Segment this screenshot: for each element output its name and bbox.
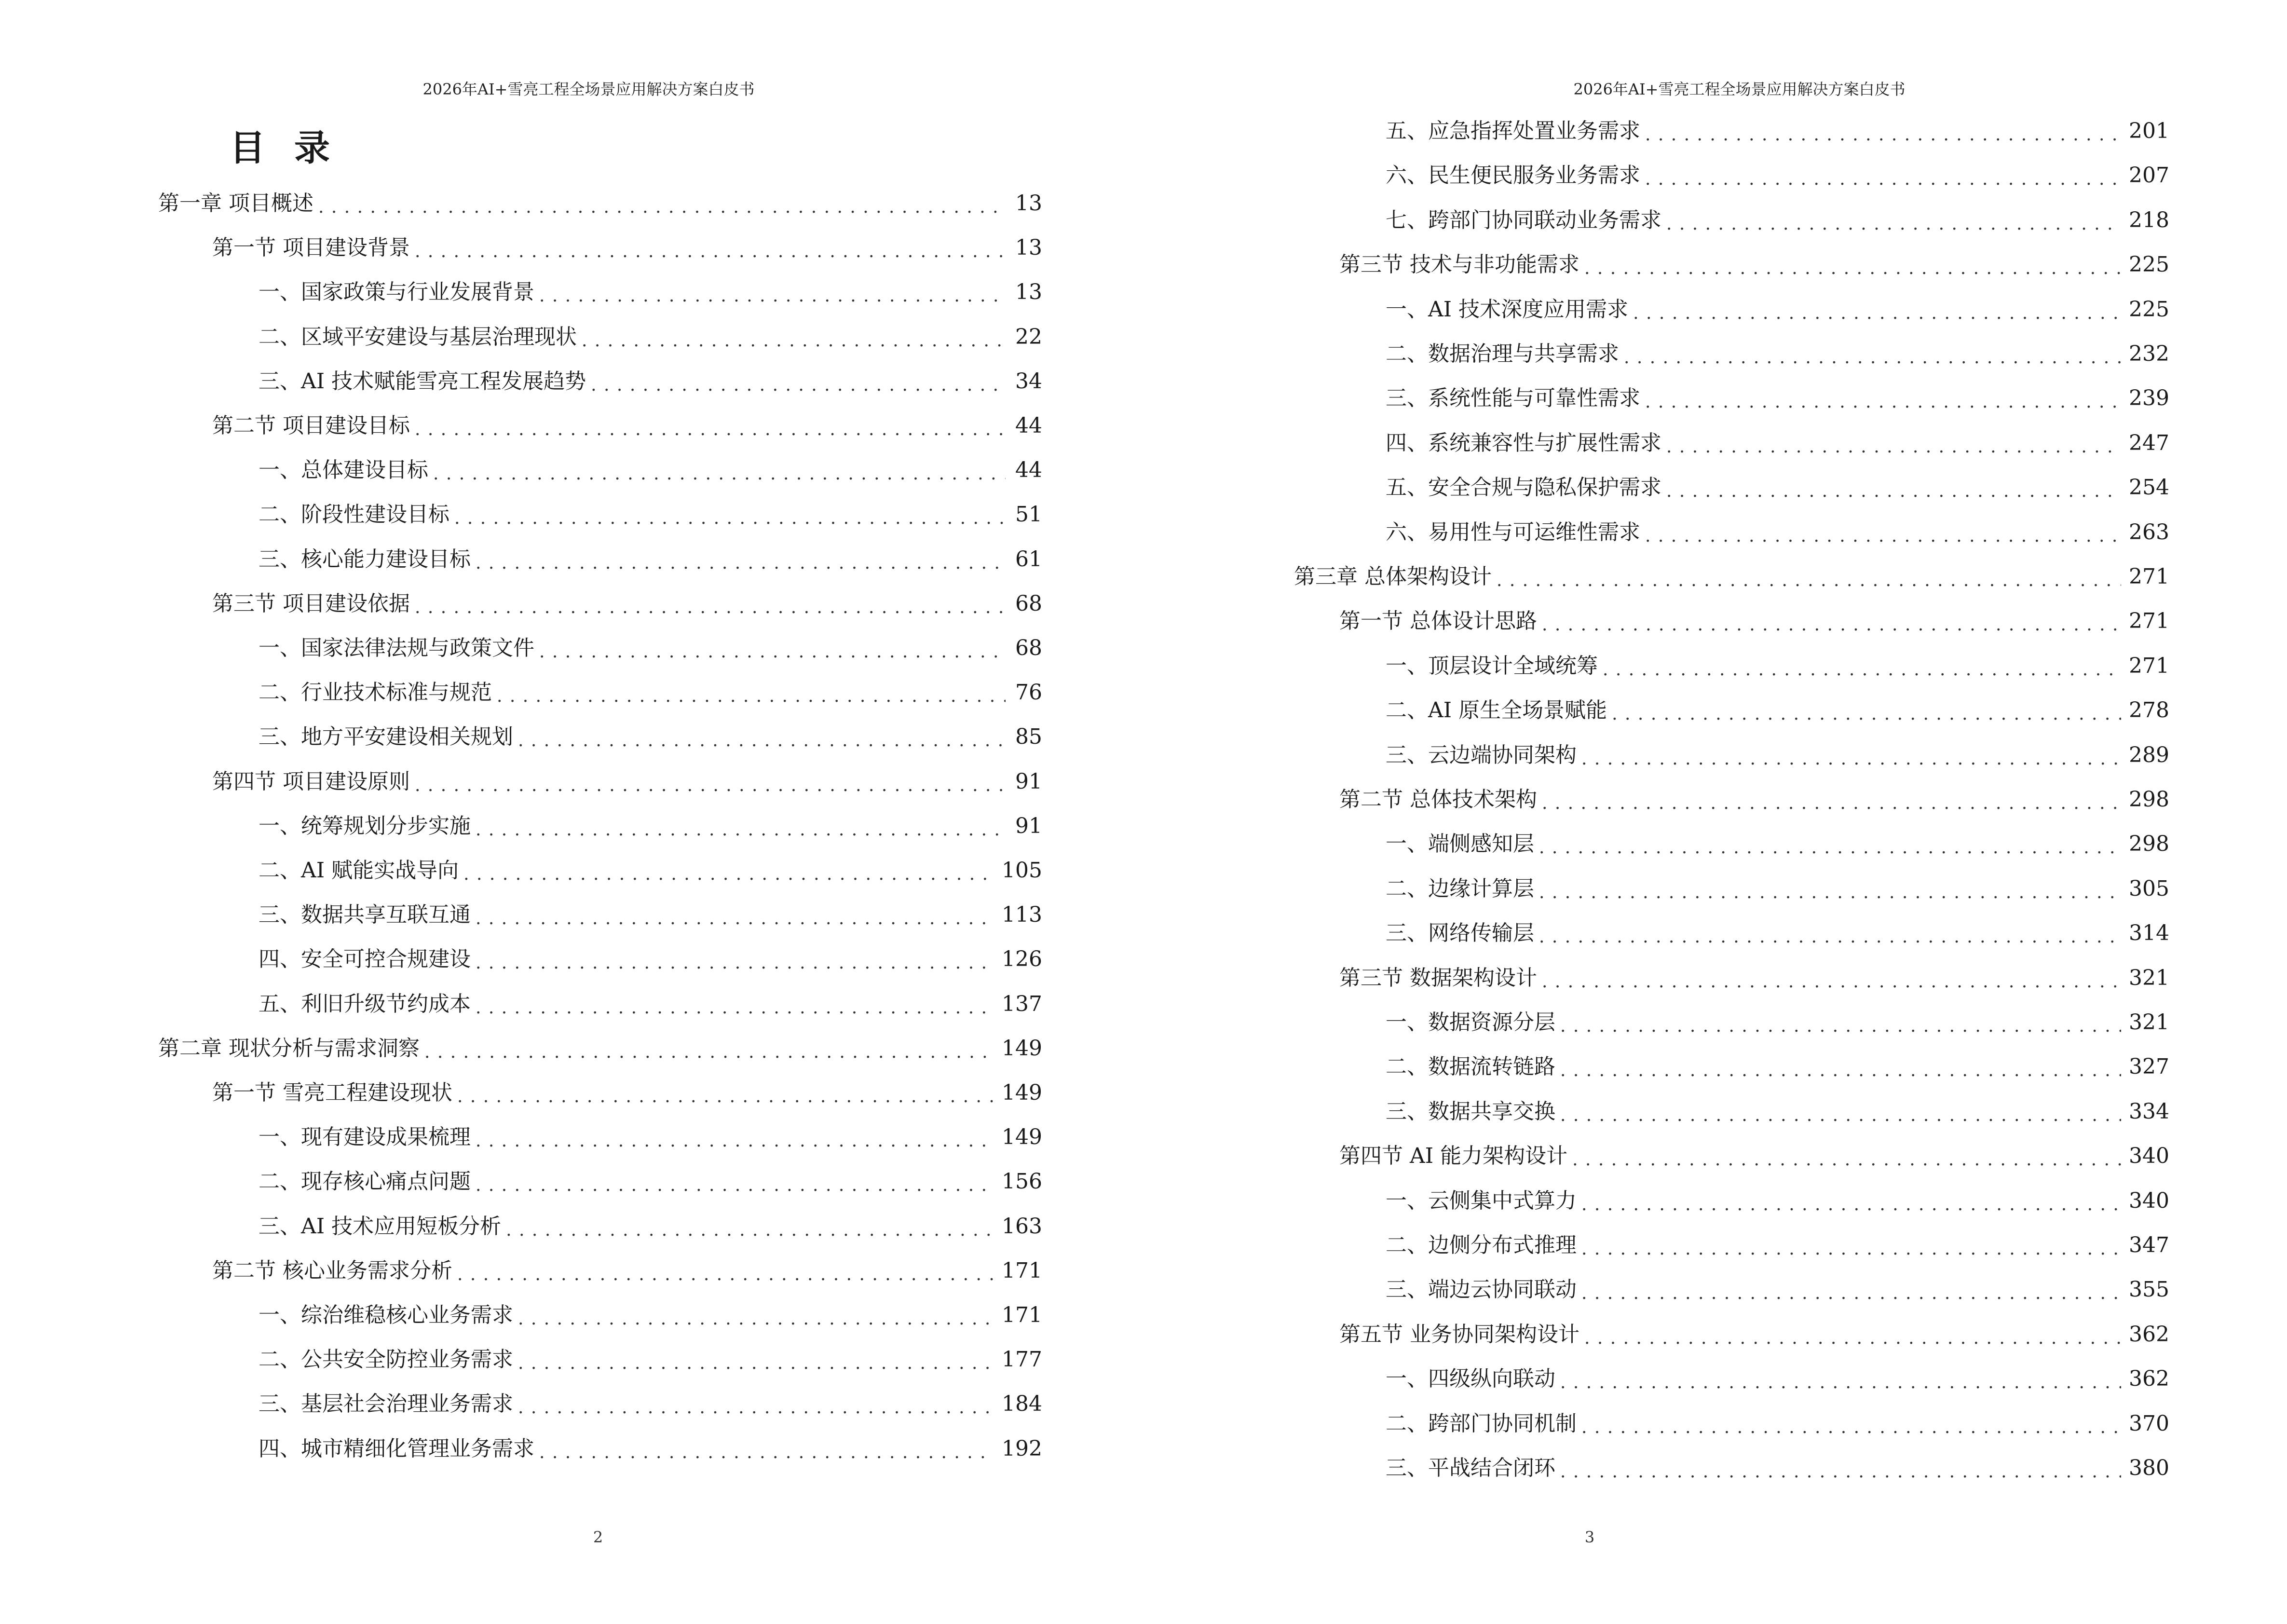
- toc-entry-page: 362: [2129, 1322, 2169, 1347]
- toc-entry[interactable]: [1294, 160, 2169, 191]
- toc-entry-page: 184: [1002, 1392, 1042, 1417]
- toc-entry[interactable]: [1294, 1408, 2169, 1439]
- toc-entry-page: 263: [2129, 519, 2169, 545]
- page-header: 2026年AI+雪亮工程全场景应用解决方案白皮书: [1573, 80, 1906, 98]
- dot-leader: [591, 377, 1006, 394]
- toc-entry-page: 314: [2129, 921, 2169, 946]
- page-header: 2026年AI+雪亮工程全场景应用解决方案白皮书: [422, 80, 755, 98]
- toc-entry-label: 三、AI 技术应用短板分析: [259, 1214, 502, 1239]
- toc-entry[interactable]: [158, 499, 1042, 530]
- toc-entry-label: 一、数据资源分层: [1386, 1010, 1555, 1035]
- toc-entry[interactable]: [158, 588, 1042, 619]
- toc-entry-label: 一、总体建设目标: [259, 458, 428, 483]
- toc-entry-page: 192: [1002, 1436, 1042, 1461]
- toc-entry[interactable]: [158, 811, 1042, 842]
- toc-entry-page: 347: [2129, 1233, 2169, 1257]
- toc-entry-label: 六、易用性与可运维性需求: [1386, 519, 1640, 545]
- toc-entry-label: 二、AI 原生全场景赋能: [1386, 698, 1607, 723]
- toc-entry[interactable]: [158, 855, 1042, 886]
- toc-entry[interactable]: [1294, 428, 2169, 459]
- toc-entry-label: 二、跨部门协同机制: [1386, 1411, 1577, 1436]
- toc-entry-label: 三、数据共享交换: [1386, 1099, 1555, 1124]
- dot-leader: [1624, 349, 2121, 367]
- dot-leader: [539, 287, 1006, 305]
- toc-entry-label: 五、应急指挥处置业务需求: [1386, 119, 1640, 143]
- toc-entry-page: 218: [2129, 207, 2169, 232]
- toc-entry-page: 355: [2129, 1277, 2169, 1302]
- toc-entry-label: 二、边缘计算层: [1386, 876, 1534, 901]
- toc-entry-label: 第三节 数据架构设计: [1339, 965, 1537, 990]
- toc-entry[interactable]: [1294, 1051, 2169, 1082]
- toc-entry[interactable]: [1294, 651, 2169, 682]
- toc-entry[interactable]: [1294, 1364, 2169, 1394]
- toc-entry[interactable]: [1294, 740, 2169, 771]
- toc-entry[interactable]: [1294, 1230, 2169, 1261]
- toc-entry[interactable]: [158, 989, 1042, 1020]
- dot-leader: [457, 1088, 994, 1105]
- toc-entry[interactable]: [1294, 918, 2169, 949]
- toc-entry[interactable]: [158, 277, 1042, 308]
- toc-entry-page: 113: [1002, 902, 1042, 928]
- dot-leader: [518, 1399, 994, 1417]
- toc-entry[interactable]: [1294, 1096, 2169, 1127]
- dot-leader: [582, 332, 1006, 350]
- toc-entry-label: 三、AI 技术赋能雪亮工程发展趋势: [259, 368, 586, 394]
- toc-entry[interactable]: [1294, 1453, 2169, 1484]
- toc-entry[interactable]: [158, 232, 1042, 263]
- toc-entry-page: 254: [2129, 475, 2169, 500]
- dot-leader: [454, 510, 1006, 527]
- toc-entry[interactable]: [1294, 1319, 2169, 1350]
- dot-leader: [1645, 171, 2121, 188]
- dot-leader: [415, 243, 1006, 260]
- toc-entry[interactable]: [158, 455, 1042, 486]
- toc-entry-page: 362: [2129, 1366, 2169, 1392]
- dot-leader: [476, 555, 1006, 572]
- toc-entry-page: 61: [1015, 546, 1042, 572]
- toc-entry-page: 68: [1015, 636, 1042, 660]
- toc-entry-label: 二、数据治理与共享需求: [1386, 341, 1619, 366]
- toc-entry[interactable]: [158, 322, 1042, 353]
- toc-entry-label: 三、基层社会治理业务需求: [259, 1392, 513, 1417]
- toc-entry[interactable]: [1294, 606, 2169, 637]
- dot-leader: [518, 1355, 994, 1372]
- toc-entry-page: 13: [1015, 280, 1042, 305]
- toc-entry-label: 三、系统性能与可靠性需求: [1386, 386, 1640, 411]
- toc-entry[interactable]: [1294, 517, 2169, 548]
- toc-entry-page: 298: [2129, 787, 2169, 812]
- toc-entry-page: 305: [2129, 876, 2169, 901]
- toc-entry-label: 一、AI 技术深度应用需求: [1386, 297, 1629, 322]
- dot-leader: [1542, 616, 2121, 634]
- toc-entry[interactable]: [158, 1344, 1042, 1375]
- dot-leader: [1666, 483, 2121, 500]
- toc-entry-page: 13: [1015, 191, 1042, 216]
- dot-leader: [415, 421, 1006, 438]
- dot-leader: [476, 821, 1006, 839]
- toc-entry[interactable]: [1294, 561, 2169, 592]
- dot-leader: [1584, 1330, 2121, 1347]
- toc-entry-label: 七、跨部门协同联动业务需求: [1386, 207, 1661, 232]
- toc-entry-page: 51: [1015, 502, 1042, 527]
- toc-entry-page: 149: [1002, 1125, 1042, 1150]
- toc-entry-page: 68: [1015, 591, 1042, 616]
- toc-entry-page: 156: [1002, 1169, 1042, 1194]
- dot-leader: [433, 465, 1006, 483]
- toc-entry-label: 五、安全合规与隐私保护需求: [1386, 475, 1661, 500]
- toc-entry-page: 271: [2129, 609, 2169, 634]
- toc-entry-label: 一、国家政策与行业发展背景: [259, 280, 534, 305]
- toc-entry-label: 二、现存核心痛点问题: [259, 1169, 471, 1194]
- toc-entry-page: 76: [1015, 680, 1042, 705]
- toc-entry-page: 91: [1015, 769, 1042, 794]
- toc-entry-page: 232: [2129, 341, 2169, 366]
- toc-entry-page: 340: [2129, 1144, 2169, 1169]
- dot-leader: [463, 866, 994, 883]
- toc-entry-page: 271: [2129, 564, 2169, 589]
- dot-leader: [1581, 1196, 2121, 1214]
- toc-entry[interactable]: [1294, 695, 2169, 726]
- toc-entry-page: 85: [1015, 724, 1042, 750]
- dot-leader: [1612, 706, 2121, 723]
- toc-entry-label: 一、现有建设成果梳理: [259, 1125, 471, 1150]
- toc-entry-page: 171: [1002, 1303, 1042, 1327]
- toc-entry-page: 247: [2129, 430, 2169, 455]
- dot-leader: [497, 688, 1006, 705]
- toc-entry[interactable]: [158, 1122, 1042, 1153]
- toc-entry-label: 二、行业技术标准与规范: [259, 680, 492, 705]
- toc-entry-page: 278: [2129, 698, 2169, 723]
- toc-entry-page: 34: [1015, 368, 1042, 394]
- toc-entry-label: 一、云侧集中式算力: [1386, 1188, 1577, 1213]
- toc-entry[interactable]: [158, 1033, 1042, 1064]
- toc-entry-page: 126: [1002, 947, 1042, 972]
- toc-entry-page: 149: [1002, 1080, 1042, 1105]
- toc-entry-label: 一、顶层设计全域统筹: [1386, 653, 1598, 678]
- dot-leader: [1666, 438, 2121, 456]
- toc-entry-label: 六、民生便民服务业务需求: [1386, 163, 1640, 188]
- toc-entry[interactable]: [1294, 116, 2169, 147]
- dot-leader: [1645, 394, 2121, 411]
- toc-entry-label: 第三节 项目建设依据: [212, 591, 410, 616]
- dot-leader: [1539, 839, 2121, 857]
- right-page: [1144, 0, 2287, 1624]
- toc-entry[interactable]: [158, 1433, 1042, 1464]
- dot-leader: [424, 1044, 994, 1061]
- toc-entry-page: 321: [2129, 1010, 2169, 1035]
- dot-leader: [476, 1133, 994, 1150]
- toc-entry-label: 三、网络传输层: [1386, 921, 1534, 946]
- toc-entry[interactable]: [1294, 383, 2169, 414]
- dot-leader: [476, 1177, 994, 1194]
- toc-entry[interactable]: [158, 1078, 1042, 1108]
- toc-entry-label: 第一节 雪亮工程建设现状: [212, 1080, 452, 1105]
- dot-leader: [1539, 884, 2121, 901]
- toc-entry[interactable]: [1294, 1007, 2169, 1038]
- toc-entry[interactable]: [158, 1256, 1042, 1286]
- dot-leader: [1560, 1018, 2121, 1035]
- toc-entry[interactable]: [1294, 205, 2169, 236]
- toc-entry[interactable]: [1294, 339, 2169, 369]
- toc-entry-label: 二、数据流转链路: [1386, 1054, 1555, 1079]
- toc-entry[interactable]: [1294, 1186, 2169, 1216]
- toc-entry[interactable]: [158, 1166, 1042, 1197]
- toc-entry[interactable]: [1294, 1274, 2169, 1305]
- toc-entry-label: 第一节 项目建设背景: [212, 235, 410, 260]
- page-number: 2: [593, 1528, 603, 1546]
- dot-leader: [1581, 751, 2121, 768]
- dot-leader: [1560, 1374, 2121, 1392]
- toc-entry-page: 137: [1002, 991, 1042, 1016]
- toc-entry-label: 第五节 业务协同架构设计: [1339, 1322, 1579, 1347]
- toc-entry-label: 第二节 项目建设目标: [212, 413, 410, 438]
- toc-entry[interactable]: [158, 410, 1042, 441]
- toc-entry-page: 334: [2129, 1099, 2169, 1124]
- toc-entry-page: 327: [2129, 1054, 2169, 1079]
- toc-entry-page: 177: [1002, 1347, 1042, 1372]
- toc-entry-label: 一、端侧感知层: [1386, 832, 1534, 857]
- toc-entry[interactable]: [1294, 1141, 2169, 1172]
- toc-entry-page: 149: [1002, 1036, 1042, 1061]
- dot-leader: [1666, 216, 2121, 233]
- toc-entry-label: 一、统筹规划分步实施: [259, 813, 471, 838]
- toc-entry[interactable]: [158, 1300, 1042, 1331]
- toc-entry-page: 207: [2129, 163, 2169, 188]
- toc-entry[interactable]: [158, 722, 1042, 752]
- dot-leader: [1584, 260, 2121, 277]
- toc-entry-page: 271: [2129, 653, 2169, 678]
- toc-entry-label: 一、综治维稳核心业务需求: [259, 1303, 513, 1327]
- toc-entry[interactable]: [158, 1389, 1042, 1419]
- toc-entry[interactable]: [158, 633, 1042, 664]
- page-number: 3: [1584, 1528, 1595, 1546]
- toc-entry[interactable]: [158, 677, 1042, 708]
- toc-entry-page: 44: [1015, 458, 1042, 483]
- toc-entry-page: 225: [2129, 297, 2169, 322]
- dot-leader: [1539, 928, 2121, 946]
- dot-leader: [1581, 1241, 2121, 1258]
- toc-entry-page: 225: [2129, 252, 2169, 277]
- toc-entry-label: 四、城市精细化管理业务需求: [259, 1436, 534, 1461]
- dot-leader: [1560, 1062, 2121, 1079]
- toc-entry-page: 289: [2129, 742, 2169, 767]
- toc-entry-label: 第一节 总体设计思路: [1339, 609, 1537, 634]
- toc-entry[interactable]: [1294, 472, 2169, 503]
- dot-leader: [1645, 528, 2121, 545]
- toc-entry-label: 第三节 技术与非功能需求: [1339, 252, 1579, 277]
- toc-entry-page: 105: [1002, 858, 1042, 883]
- dot-leader: [518, 1310, 994, 1328]
- toc-entry-label: 三、平战结合闭环: [1386, 1456, 1555, 1480]
- toc-entry[interactable]: [1294, 873, 2169, 904]
- toc-entry-page: 298: [2129, 832, 2169, 857]
- toc-entry[interactable]: [158, 1211, 1042, 1242]
- toc-entry-page: 340: [2129, 1188, 2169, 1213]
- toc-entry[interactable]: [158, 188, 1042, 219]
- dot-leader: [506, 1222, 994, 1239]
- toc-entry-page: 201: [2129, 119, 2169, 143]
- dot-leader: [415, 777, 1006, 794]
- toc-entry-page: 22: [1015, 324, 1042, 349]
- toc-entry-label: 二、区域平安建设与基层治理现状: [259, 324, 577, 349]
- dot-leader: [1542, 795, 2121, 812]
- toc-entry-label: 第四节 项目建设原则: [212, 769, 410, 794]
- toc-entry-label: 四、系统兼容性与扩展性需求: [1386, 430, 1661, 455]
- toc-entry-page: 239: [2129, 386, 2169, 411]
- toc-entry-page: 171: [1002, 1258, 1042, 1283]
- toc-entry[interactable]: [158, 544, 1042, 575]
- toc-entry-label: 第二章 现状分析与需求洞察: [158, 1036, 420, 1061]
- toc-entry-label: 五、利旧升级节约成本: [259, 991, 471, 1016]
- toc-entry-label: 一、国家法律法规与政策文件: [259, 636, 534, 660]
- toc-entry-label: 第二节 核心业务需求分析: [212, 1258, 452, 1283]
- dot-leader: [1581, 1285, 2121, 1302]
- toc-entry-label: 三、云边端协同架构: [1386, 742, 1577, 767]
- dot-leader: [1603, 661, 2121, 679]
- toc-entry-label: 三、端边云协同联动: [1386, 1277, 1577, 1302]
- toc-entry-label: 二、公共安全防控业务需求: [259, 1347, 513, 1372]
- dot-leader: [1572, 1151, 2121, 1169]
- dot-leader: [1645, 126, 2121, 144]
- dot-leader: [539, 1444, 994, 1461]
- toc-entry[interactable]: [1294, 784, 2169, 815]
- dot-leader: [476, 910, 994, 928]
- dot-leader: [476, 955, 994, 972]
- dot-leader: [415, 599, 1006, 616]
- toc-entry[interactable]: [1294, 294, 2169, 325]
- dot-leader: [457, 1266, 994, 1283]
- toc-entry-label: 三、地方平安建设相关规划: [259, 724, 513, 750]
- dot-leader: [476, 999, 994, 1017]
- dot-leader: [1542, 973, 2121, 991]
- toc-entry-label: 第二节 总体技术架构: [1339, 787, 1537, 812]
- toc-entry-label: 二、边侧分布式推理: [1386, 1233, 1577, 1257]
- toc-entry[interactable]: [158, 900, 1042, 930]
- toc-entry-label: 第三章 总体架构设计: [1294, 564, 1492, 589]
- toc-entry[interactable]: [1294, 829, 2169, 860]
- toc-entry[interactable]: [1294, 249, 2169, 280]
- dot-leader: [318, 199, 1006, 216]
- dot-leader: [1581, 1419, 2121, 1436]
- toc-entry-page: 321: [2129, 965, 2169, 990]
- dot-leader: [1560, 1463, 2121, 1481]
- dot-leader: [518, 732, 1006, 750]
- toc-entry[interactable]: [158, 766, 1042, 797]
- toc-entry-page: 13: [1015, 235, 1042, 260]
- dot-leader: [1633, 305, 2121, 322]
- toc-entry[interactable]: [158, 944, 1042, 975]
- toc-entry-label: 第一章 项目概述: [158, 191, 313, 216]
- toc-entry[interactable]: [1294, 963, 2169, 994]
- toc-entry-label: 二、AI 赋能实战导向: [259, 858, 459, 883]
- toc-entry-page: 370: [2129, 1411, 2169, 1436]
- toc-entry-page: 163: [1002, 1214, 1042, 1239]
- toc-title: 目录: [230, 127, 359, 169]
- dot-leader: [1560, 1107, 2121, 1124]
- dot-leader: [1497, 572, 2121, 589]
- toc-entry-label: 一、四级纵向联动: [1386, 1366, 1555, 1392]
- toc-entry-label: 第四节 AI 能力架构设计: [1339, 1144, 1568, 1169]
- dot-leader: [539, 643, 1006, 661]
- toc-entry-label: 三、核心能力建设目标: [259, 546, 471, 572]
- toc-entry-page: 380: [2129, 1456, 2169, 1480]
- toc-entry-label: 二、阶段性建设目标: [259, 502, 449, 527]
- toc-entry-page: 91: [1015, 813, 1042, 838]
- toc-entry-label: 四、安全可控合规建设: [259, 947, 471, 972]
- toc-entry-page: 44: [1015, 413, 1042, 438]
- toc-entry-label: 三、数据共享互联互通: [259, 902, 471, 928]
- toc-entry[interactable]: [158, 366, 1042, 397]
